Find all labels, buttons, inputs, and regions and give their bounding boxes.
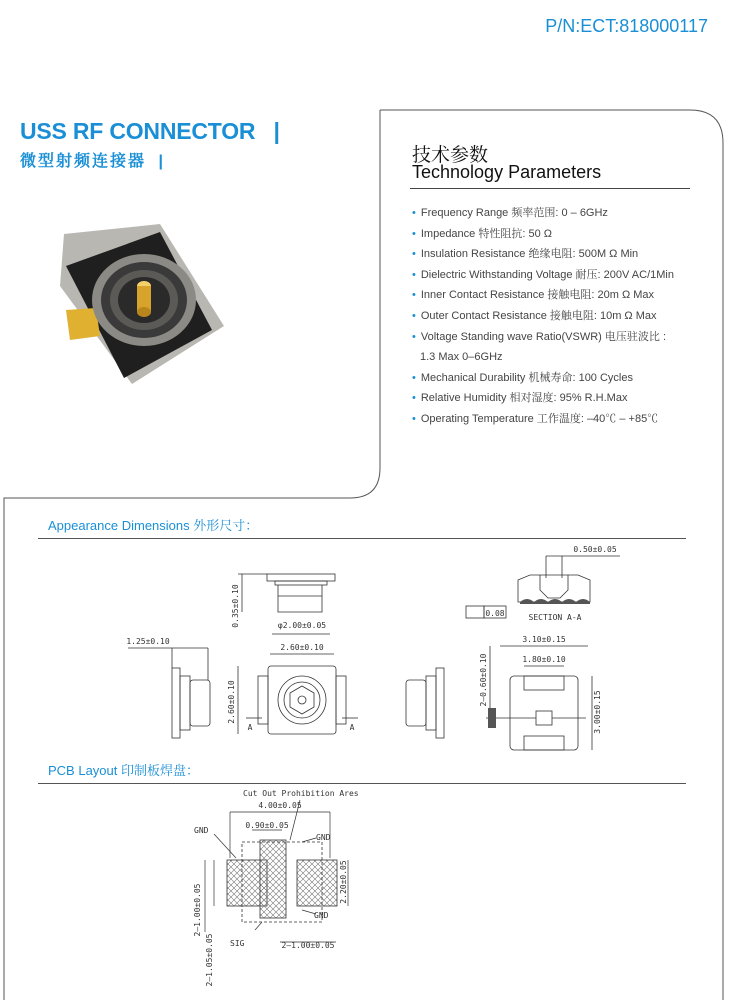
dim-pcb-center: 0.90±0.05 <box>245 821 289 830</box>
spec-item <box>412 244 712 265</box>
sig-label: SIG <box>230 939 245 948</box>
spec-item <box>412 409 712 430</box>
dim-height: 0.35±0.10 <box>231 584 240 628</box>
dim-left-height-2: 2–1.05±0.05 <box>205 933 214 987</box>
bullet-icon: • <box>412 412 416 425</box>
bullet-icon: • <box>412 268 416 281</box>
dim-pad-height: 2.20±0.05 <box>339 860 348 904</box>
spec-text: Outer Contact Resistance 接触电阻: 10m Ω Max <box>420 309 657 322</box>
bullet-icon: • <box>412 289 416 302</box>
dim-bottom-height: 3.00±0.15 <box>593 690 602 734</box>
pcb-drawing <box>0 785 730 995</box>
part-number: P/N:ECT:818000117 <box>545 16 708 36</box>
spec-item <box>412 285 712 306</box>
bullet-icon: • <box>412 392 416 405</box>
appearance-divider <box>38 538 686 539</box>
dim-top-height: 2.60±0.10 <box>227 680 236 724</box>
product-title-en: USS RF CONNECTOR <box>20 118 256 144</box>
bullet-icon: • <box>412 330 416 343</box>
title-separator: | <box>273 118 280 144</box>
product-title-cn: 微型射频连接器 <box>20 153 147 170</box>
appearance-label: Appearance Dimensions 外形尺寸： <box>48 518 259 533</box>
spec-item-continued <box>412 347 712 368</box>
section-mark-right: A <box>349 723 355 732</box>
dim-pin-dia: φ2.00±0.05 <box>277 621 327 630</box>
bullet-icon: • <box>412 248 416 261</box>
spec-text: Relative Humidity 相对湿度: 95% R.H.Max <box>420 392 628 405</box>
gnd-label-left: GND <box>194 826 209 835</box>
bullet-icon: • <box>412 309 416 322</box>
spec-text: Inner Contact Resistance 接触电阻: 20m Ω Max <box>420 289 655 302</box>
specs-divider <box>410 188 690 189</box>
spec-text: 1.3 Max 0–6GHz <box>420 351 503 364</box>
dim-bottom-offset: 2–0.60±0.10 <box>479 653 488 707</box>
specs-heading-en: Technology Parameters <box>412 162 602 182</box>
bullet-icon: • <box>412 371 416 384</box>
cutout-label: Cut Out Prohibition Ares <box>243 789 359 798</box>
dim-section-width: 0.50±0.05 <box>573 545 617 554</box>
spec-text: Mechanical Durability 机械寿命: 100 Cycles <box>420 371 633 384</box>
section-mark-left: A <box>247 723 253 732</box>
bullet-icon: • <box>412 227 416 240</box>
gnd-label-right: GND <box>316 833 331 842</box>
dim-top-width: 2.60±0.10 <box>280 643 324 652</box>
spec-text: Insulation Resistance 绝缘电阻: 500M Ω Min <box>420 248 639 261</box>
subtitle-separator: | <box>158 153 165 170</box>
gnd-label-bottom: GND <box>314 911 329 920</box>
spec-item <box>412 388 712 409</box>
spec-text: Voltage Standing wave Ratio(VSWR) 电压驻波比 : <box>420 330 667 343</box>
spec-item <box>412 306 712 327</box>
spec-item <box>412 368 712 389</box>
dim-side-width: 1.25±0.10 <box>126 637 170 646</box>
spec-text: Operating Temperature 工作温度: –40℃ – +85℃ <box>420 412 659 425</box>
dim-bottom-width: 2–1.00±0.05 <box>281 941 335 950</box>
spec-text: Frequency Range 频率范围: 0 – 6GHz <box>420 207 608 219</box>
dim-pcb-width: 4.00±0.05 <box>258 801 302 810</box>
spec-item <box>412 327 712 348</box>
specs-heading-cn: 技术参数 <box>412 145 489 166</box>
spec-item <box>412 224 712 245</box>
pcb-label: PCB Layout 印制板焊盘： <box>48 763 199 778</box>
dim-bottom-width: 3.10±0.15 <box>522 635 566 644</box>
dim-left-height: 2–1.00±0.05 <box>193 883 202 937</box>
section-label: SECTION A-A <box>528 613 582 622</box>
spec-text: Dielectric Withstanding Voltage 耐压: 200V AC/1Min <box>420 268 674 281</box>
pcb-divider <box>38 783 686 784</box>
dim-bottom-inner: 1.80±0.10 <box>522 655 566 664</box>
spec-item <box>412 203 712 224</box>
spec-text: Impedance 特性阻抗: 50 Ω <box>420 227 552 240</box>
spec-list <box>412 203 712 430</box>
spec-item <box>412 265 712 286</box>
appearance-drawing <box>0 540 730 760</box>
bullet-icon: • <box>412 207 416 219</box>
connector-photo <box>52 222 232 392</box>
dim-flatness: 0.08 <box>485 609 505 618</box>
